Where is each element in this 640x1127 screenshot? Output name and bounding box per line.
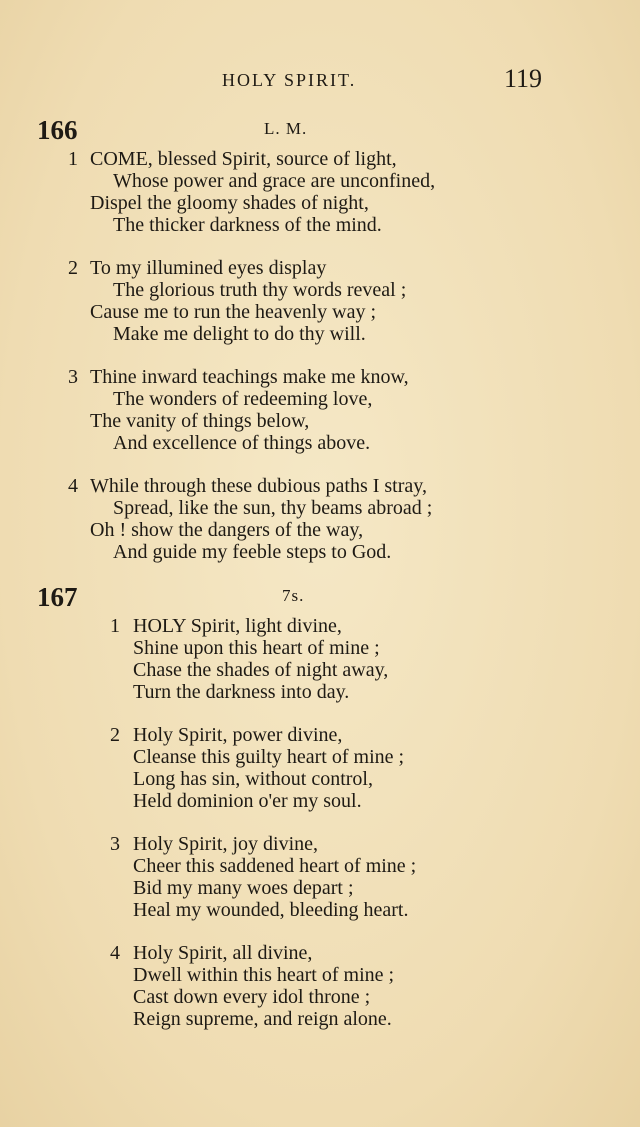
- verse-line: The vanity of things below,: [90, 410, 310, 432]
- verse-line: Dispel the gloomy shades of night,: [90, 192, 369, 214]
- verse-line: Make me delight to do thy will.: [113, 323, 366, 345]
- verse-line: The glorious truth thy words reveal ;: [113, 279, 407, 301]
- verse-line: Cheer this saddened heart of mine ;: [133, 855, 417, 877]
- verse-line: Holy Spirit, joy divine,: [133, 833, 318, 855]
- verse-number: 4: [110, 942, 120, 964]
- running-head: [0, 64, 640, 93]
- verse-number: 3: [110, 833, 120, 855]
- verse-line: The thicker darkness of the mind.: [113, 214, 382, 236]
- verse-line: Spread, like the sun, thy beams abroad ;: [113, 497, 433, 519]
- hymn-meter: L. M.: [264, 119, 308, 138]
- verse-number: 2: [110, 724, 120, 746]
- verse-line: To my illumined eyes display: [90, 257, 327, 279]
- verse-number: 2: [68, 257, 78, 279]
- verse-line: Dwell within this heart of mine ;: [133, 964, 395, 986]
- verse-line: The wonders of redeeming love,: [113, 388, 373, 410]
- verse-line: Held dominion o'er my soul.: [133, 790, 362, 812]
- verse-line: Thine inward teachings make me know,: [90, 366, 409, 388]
- hymn-number: 166: [37, 115, 78, 145]
- verse-line: Long has sin, without control,: [133, 768, 373, 790]
- verse-line: COME, blessed Spirit, source of light,: [90, 148, 397, 170]
- verse-line: Whose power and grace are unconfined,: [113, 170, 436, 192]
- verse-line: Chase the shades of night away,: [133, 659, 389, 681]
- verse-line: Turn the darkness into day.: [133, 681, 350, 703]
- verse-line: Oh ! show the dangers of the way,: [90, 519, 364, 541]
- verse-number: 1: [68, 148, 78, 170]
- verse-line: Holy Spirit, all divine,: [133, 942, 313, 964]
- verse-line: HOLY Spirit, light divine,: [133, 615, 342, 637]
- verse-number: 1: [110, 615, 120, 637]
- hymn-number: 167: [37, 582, 78, 612]
- verse-line: Bid my many woes depart ;: [133, 877, 354, 899]
- verse-line: Cleanse this guilty heart of mine ;: [133, 746, 405, 768]
- verse-line: Reign supreme, and reign alone.: [133, 1008, 392, 1030]
- verse-line: While through these dubious paths I stray,: [90, 475, 427, 497]
- verse-number: 3: [68, 366, 78, 388]
- verse-line: Cause me to run the heavenly way ;: [90, 301, 377, 323]
- verse-number: 4: [68, 475, 78, 497]
- verse-line: Cast down every idol throne ;: [133, 986, 371, 1008]
- verse-line: Holy Spirit, power divine,: [133, 724, 343, 746]
- verse-line: Heal my wounded, bleeding heart.: [133, 899, 409, 921]
- verse-line: And guide my feeble steps to God.: [113, 541, 392, 563]
- running-title: HOLY SPIRIT.: [222, 70, 357, 90]
- page-number: 119: [504, 64, 543, 93]
- verse-line: Shine upon this heart of mine ;: [133, 637, 380, 659]
- verse-line: And excellence of things above.: [113, 432, 371, 454]
- hymn-meter: 7s.: [282, 586, 305, 605]
